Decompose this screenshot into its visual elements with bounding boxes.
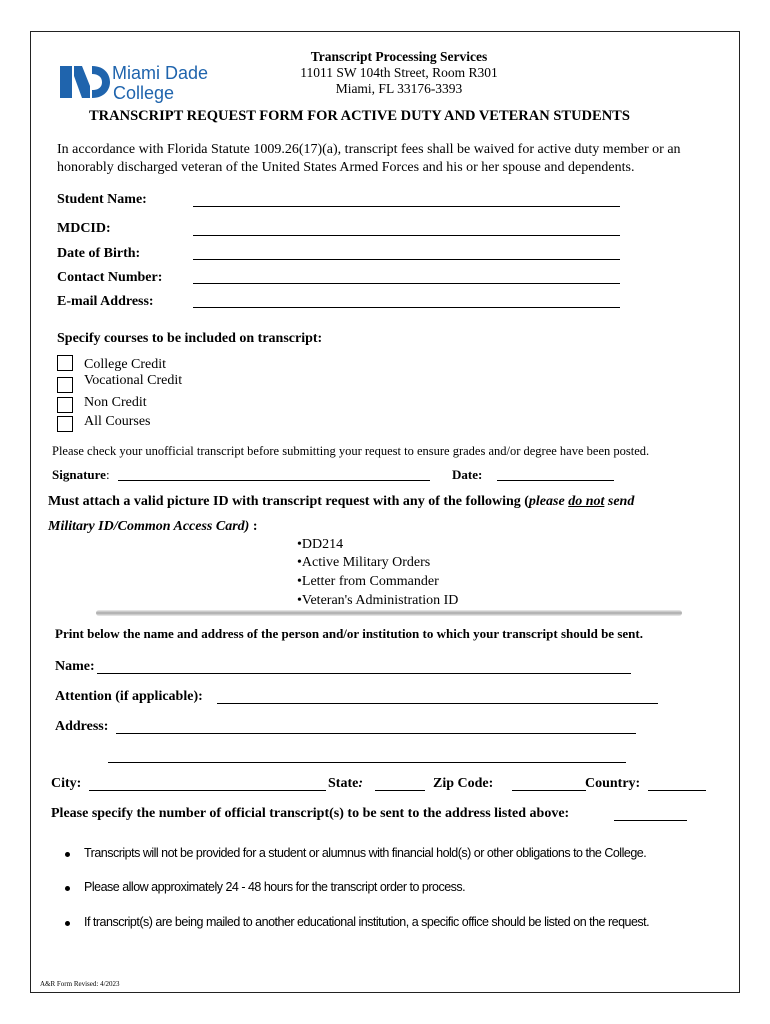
id-requirement-line-1	[48, 494, 634, 510]
id-req-colon: :	[249, 519, 258, 534]
note-bullet-2	[65, 886, 70, 891]
mdcid-label: MDCID:	[57, 221, 111, 236]
id-item-va-id: •Veteran's Administration ID	[297, 593, 459, 608]
id-requirement-line-2	[48, 519, 258, 535]
signature-label-text: Signature	[52, 467, 106, 482]
recipient-heading: Print below the name and address of the person and/or institution to which your transcript should be sent.	[55, 626, 643, 641]
id-item-letter-commander: •Letter from Commander	[297, 574, 439, 589]
signature-field[interactable]	[118, 480, 430, 481]
address-field-2[interactable]	[108, 762, 626, 763]
section-divider	[96, 610, 682, 616]
zip-field[interactable]	[512, 790, 586, 791]
recipient-name-field[interactable]	[97, 673, 631, 674]
non-credit-checkbox[interactable]	[57, 397, 73, 413]
id-req-military: Military ID/Common Access Card)	[48, 519, 250, 534]
vocational-credit-checkbox[interactable]	[57, 377, 73, 393]
non-credit-label: Non Credit	[84, 395, 147, 410]
id-req-send: send	[604, 494, 635, 509]
form-title: TRANSCRIPT REQUEST FORM FOR ACTIVE DUTY AND VETERAN STUDENTS	[89, 108, 630, 124]
id-req-text: Must attach a valid picture ID with transcript request with any of the following (	[48, 494, 529, 509]
id-req-do-not: do not	[568, 494, 605, 509]
office-address-2: Miami, FL 33176-3393	[335, 81, 463, 96]
city-label: City:	[51, 776, 82, 791]
recipient-name-label: Name:	[55, 659, 95, 674]
signature-colon: :	[105, 467, 110, 482]
zip-label: Zip Code:	[433, 776, 494, 791]
student-name-field[interactable]	[193, 206, 620, 207]
student-name-label: Student Name:	[57, 192, 147, 207]
email-label: E-mail Address:	[57, 294, 154, 309]
logo-text-line2: College	[113, 83, 175, 103]
transcript-count-label: Please specify the number of official transcript(s) to be sent to the address listed above:	[51, 806, 570, 821]
dob-field[interactable]	[193, 259, 620, 260]
vocational-credit-label: Vocational Credit	[84, 373, 183, 388]
college-credit-checkbox[interactable]	[57, 355, 73, 371]
note-financial-hold: Transcripts will not be provided for a student or alumnus with financial hold(s) or other obligations to the College.	[84, 846, 647, 860]
courses-heading: Specify courses to be included on transcript:	[57, 331, 323, 346]
id-req-please: please	[528, 494, 569, 509]
id-item-dd214: •DD214	[297, 537, 344, 552]
dob-label: Date of Birth:	[57, 246, 141, 261]
date-label: Date:	[452, 467, 483, 482]
note-bullet-1	[65, 852, 70, 857]
contact-field[interactable]	[193, 283, 620, 284]
all-courses-label: All Courses	[84, 414, 151, 429]
contact-label: Contact Number:	[57, 270, 163, 285]
note-institution-office: If transcript(s) are being mailed to another educational institution, a specific office should be listed on the request.	[84, 915, 650, 929]
country-field[interactable]	[648, 790, 706, 791]
email-field[interactable]	[193, 307, 620, 308]
transcript-count-field[interactable]	[614, 820, 687, 821]
signature-label	[52, 467, 110, 483]
office-address-1: 11011 SW 104th Street, Room R301	[300, 65, 498, 80]
date-field[interactable]	[497, 480, 614, 481]
country-label: Country:	[585, 776, 641, 791]
attention-label: Attention (if applicable):	[55, 689, 203, 704]
city-field[interactable]	[89, 790, 326, 791]
state-field[interactable]	[375, 790, 425, 791]
all-courses-checkbox[interactable]	[57, 416, 73, 432]
revision-footer: A&R Form Revised: 4/2023	[40, 980, 120, 988]
state-label	[328, 776, 363, 792]
college-credit-label: College Credit	[84, 357, 167, 372]
intro-line-1: In accordance with Florida Statute 1009.26(17)(a), transcript fees shall be waived for active duty member or an	[57, 142, 681, 157]
logo-text-line1: Miami Dade	[112, 63, 209, 83]
intro-line-2: honorably discharged veteran of the United States Armed Forces and his or her spouse and dependents.	[57, 160, 635, 175]
note-bullet-3	[65, 921, 70, 926]
mdcid-field[interactable]	[193, 235, 620, 236]
id-item-military-orders: •Active Military Orders	[297, 555, 431, 570]
state-label-text: State	[328, 776, 359, 791]
note-processing-time: Please allow approximately 24 - 48 hours for the transcript order to process.	[84, 880, 466, 894]
address-field-1[interactable]	[116, 733, 636, 734]
address-label: Address:	[55, 719, 109, 734]
unofficial-check-note: Please check your unofficial transcript before submitting your request to ensure grades and/or degree have been posted.	[52, 444, 650, 458]
state-colon: :	[358, 776, 363, 791]
attention-field[interactable]	[217, 703, 658, 704]
office-name: Transcript Processing Services	[310, 49, 488, 64]
